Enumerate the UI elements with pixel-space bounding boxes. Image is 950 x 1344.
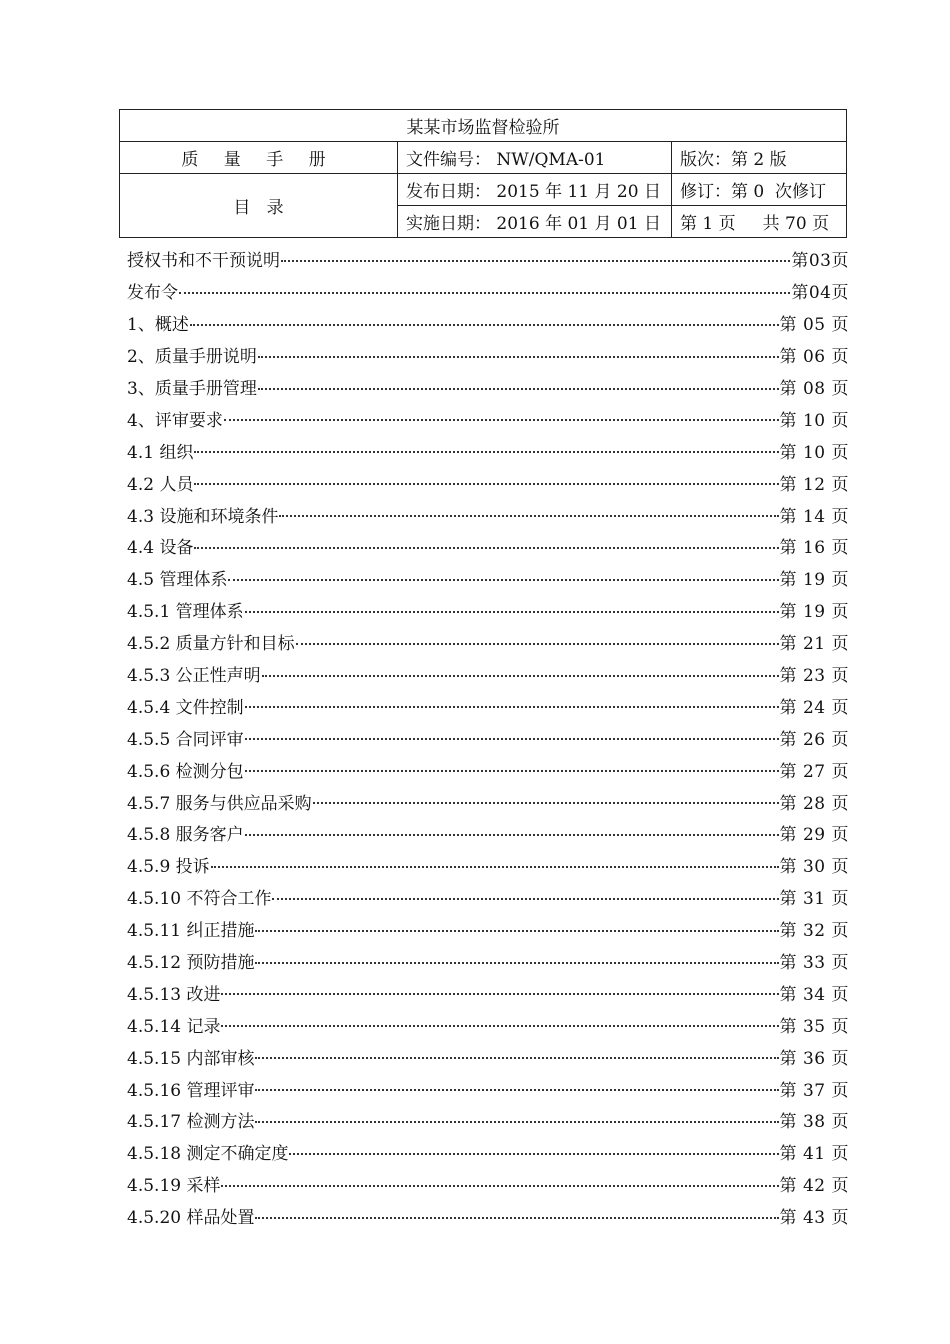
toc-entry-title: 4.5.14 记录: [127, 1016, 221, 1037]
toc-entry[interactable]: [127, 434, 849, 466]
toc-entry[interactable]: [127, 307, 849, 339]
toc-leader-dots: [255, 1089, 778, 1091]
toc-entry[interactable]: [127, 626, 849, 658]
toc-leader-dots: [245, 770, 779, 772]
toc-leader-dots: [245, 738, 779, 740]
toc-leader-dots: [245, 706, 779, 708]
toc-entry-page: 第 19 页: [779, 570, 849, 591]
toc-entry-page: 第 10 页: [779, 442, 849, 463]
toc-leader-dots: [194, 451, 778, 453]
toc-entry-title: 4.5.9 投诉: [127, 857, 210, 878]
toc-entry-page: 第 19 页: [779, 602, 849, 623]
toc-leader-dots: [289, 1153, 778, 1155]
toc-entry-title: 4、评审要求: [127, 410, 223, 431]
edition: 版次：第 2 版: [672, 142, 847, 174]
toc-entry-title: 4.5.6 检测分包: [127, 761, 244, 782]
toc-entry-title: 1、概述: [127, 315, 189, 336]
toc-entry-title: 4.2 人员: [127, 474, 194, 495]
toc-entry-title: 4.5.2 质量方针和目标: [127, 634, 295, 655]
toc-entry-page: 第 05 页: [779, 315, 849, 336]
toc-leader-dots: [245, 834, 779, 836]
manual-label: 质 量 手 册: [120, 142, 398, 174]
toc-entry-title: 4.5.4 文件控制: [127, 697, 244, 718]
toc-leader-dots: [190, 324, 779, 326]
effective-date: 实施日期： 2016 年 01 月 01 日: [398, 206, 672, 238]
toc-entry[interactable]: [127, 530, 849, 562]
toc-leader-dots: [296, 643, 779, 645]
toc-leader-dots: [228, 579, 778, 581]
toc-entry-page: 第 10 页: [779, 410, 849, 431]
toc-entry-page: 第04页: [791, 283, 849, 304]
toc-entry-title: 4.5.11 纠正措施: [127, 921, 255, 942]
toc-entry-title: 发布令: [127, 283, 178, 304]
revision: 修订：第 0 次修订: [672, 174, 847, 206]
toc-entry[interactable]: [127, 913, 849, 945]
toc-entry-title: 4.5.15 内部审核: [127, 1048, 255, 1069]
toc-entry-title: 4.5.12 预防措施: [127, 953, 255, 974]
toc-entry[interactable]: [127, 881, 849, 913]
toc-entry-page: 第 33 页: [779, 953, 849, 974]
toc-entry-page: 第 24 页: [779, 697, 849, 718]
toc-entry[interactable]: [127, 339, 849, 371]
toc-entry[interactable]: [127, 721, 849, 753]
toc-leader-dots: [255, 962, 778, 964]
toc-entry[interactable]: [127, 945, 849, 977]
toc-leader-dots: [224, 419, 779, 421]
toc-entry[interactable]: [127, 817, 849, 849]
toc-entry-page: 第 08 页: [779, 379, 849, 399]
toc-leader-dots: [255, 1121, 778, 1123]
toc-entry-page: 第 23 页: [779, 666, 849, 687]
toc-entry[interactable]: [127, 243, 849, 275]
toc-entry-title: 4.4 设备: [127, 538, 194, 559]
toc-entry-page: 第 29 页: [779, 825, 849, 846]
toc-entry[interactable]: [127, 658, 849, 690]
toc-entry-title: 4.5.1 管理体系: [127, 602, 244, 623]
toc-entry-page: 第 32 页: [779, 921, 849, 942]
toc-entry[interactable]: [127, 498, 849, 530]
toc-entry-title: 4.5.20 样品处置: [127, 1208, 255, 1229]
toc-entry-page: 第 14 页: [779, 506, 849, 527]
toc-entry[interactable]: [127, 976, 849, 1008]
toc-entry-page: 第 34 页: [779, 984, 849, 1005]
toc-leader-dots: [221, 1185, 778, 1187]
toc-leader-dots: [245, 611, 779, 613]
table-of-contents: [127, 243, 849, 1232]
toc-entry-page: 第 31 页: [779, 889, 849, 910]
toc-entry-page: 第 27 页: [779, 761, 849, 782]
toc-leader-dots: [258, 388, 779, 390]
toc-entry-page: 第 21 页: [779, 634, 849, 655]
toc-entry-page: 第 06 页: [779, 347, 849, 368]
toc-entry-title: 4.5.8 服务客户: [127, 825, 244, 846]
toc-entry-title: 4.5.18 测定不确定度: [127, 1144, 289, 1165]
toc-entry-page: 第 30 页: [779, 857, 849, 878]
toc-entry-title: 4.5 管理体系: [127, 570, 228, 591]
toc-entry-title: 授权书和不干预说明: [127, 251, 280, 272]
toc-entry-title: 4.5.3 公正性声明: [127, 666, 261, 687]
toc-entry[interactable]: [127, 849, 849, 881]
toc-leader-dots: [258, 356, 779, 358]
toc-entry-title: 4.5.17 检测方法: [127, 1112, 255, 1133]
toc-entry-page: 第 28 页: [779, 793, 849, 814]
toc-entry-title: 4.5.16 管理评审: [127, 1080, 255, 1101]
toc-leader-dots: [313, 802, 779, 804]
toc-entry-page: 第 16 页: [779, 538, 849, 559]
toc-entry[interactable]: [127, 1008, 849, 1040]
toc-leader-dots: [279, 515, 778, 517]
toc-entry[interactable]: [127, 1168, 849, 1200]
toc-leader-dots: [194, 483, 778, 485]
toc-leader-dots: [281, 260, 790, 262]
toc-leader-dots: [255, 1217, 778, 1219]
document-number: 文件编号： NW/QMA-01: [398, 142, 672, 174]
toc-entry-title: 4.5.19 采样: [127, 1176, 221, 1197]
toc-leader-dots: [211, 866, 779, 868]
toc-entry-title: 4.5.7 服务与供应品采购: [127, 793, 312, 814]
toc-entry-title: 4.1 组织: [127, 442, 194, 463]
toc-leader-dots: [221, 1025, 778, 1027]
toc-leader-dots: [272, 898, 778, 900]
toc-entry-page: 第 26 页: [779, 729, 849, 750]
toc-entry[interactable]: [127, 1104, 849, 1136]
toc-entry[interactable]: [127, 594, 849, 626]
toc-entry-title: 2、质量手册说明: [127, 347, 257, 368]
toc-entry[interactable]: [127, 689, 849, 721]
toc-entry[interactable]: [127, 753, 849, 785]
issue-date: 发布日期： 2015 年 11 月 20 日: [398, 174, 672, 206]
toc-entry[interactable]: [127, 785, 849, 817]
toc-leader-dots: [179, 292, 790, 294]
toc-entry-page: 第03页: [791, 251, 849, 272]
document-header-table: [119, 109, 847, 238]
page-info: 第 1 页 共 70 页: [672, 206, 847, 238]
toc-entry[interactable]: [127, 466, 849, 498]
toc-entry-page: 第 12 页: [779, 474, 849, 495]
toc-leader-dots: [194, 547, 778, 549]
toc-entry-title: 4.3 设施和环境条件: [127, 506, 279, 527]
toc-entry-page: 第 41 页: [779, 1144, 849, 1165]
toc-entry[interactable]: [127, 1040, 849, 1072]
toc-entry[interactable]: [127, 275, 849, 307]
organization-name: 某某市场监督检验所: [120, 110, 847, 142]
toc-entry-page: 第 35 页: [779, 1016, 849, 1037]
toc-entry[interactable]: [127, 1200, 849, 1232]
toc-entry[interactable]: [127, 402, 849, 434]
toc-entry[interactable]: [127, 562, 849, 594]
toc-entry-title: 4.5.5 合同评审: [127, 729, 244, 750]
toc-entry-title: 3、质量手册管理: [127, 379, 257, 399]
toc-leader-dots: [262, 675, 779, 677]
toc-entry-title: 4.5.10 不符合工作: [127, 889, 272, 910]
toc-entry-page: 第 42 页: [779, 1176, 849, 1197]
toc-leader-dots: [255, 1057, 778, 1059]
toc-entry-page: 第 37 页: [779, 1080, 849, 1101]
contents-label: 目 录: [120, 174, 398, 238]
toc-leader-dots: [255, 930, 778, 932]
toc-entry[interactable]: [127, 1072, 849, 1104]
toc-leader-dots: [221, 993, 778, 995]
toc-entry-page: 第 38 页: [779, 1112, 849, 1133]
toc-entry-page: 第 43 页: [779, 1208, 849, 1229]
toc-entry-page: 第 36 页: [779, 1048, 849, 1069]
toc-entry[interactable]: [127, 371, 849, 403]
toc-entry-title: 4.5.13 改进: [127, 984, 221, 1005]
toc-entry[interactable]: [127, 1136, 849, 1168]
